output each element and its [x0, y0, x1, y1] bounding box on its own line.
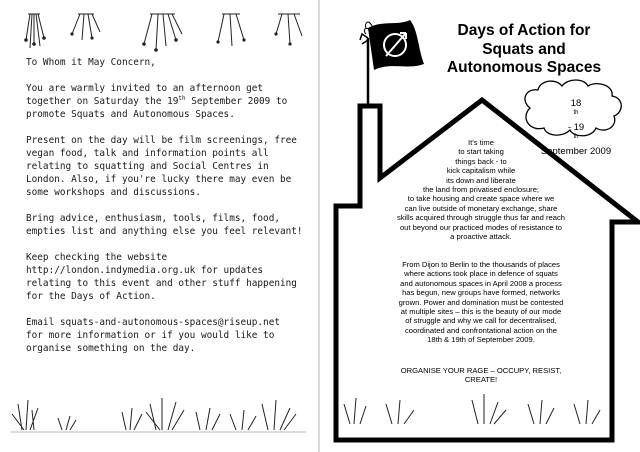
- letter-page: [0, 0, 316, 452]
- grass-tuft-icon: [344, 394, 600, 424]
- call-to-action: ORGANISE YOUR RAGE – OCCUPY, RESIST, CREATE!: [400, 366, 562, 385]
- flyer-title: Days of Action for Squats and Autonomous Spaces: [446, 22, 602, 76]
- manifesto-paragraph-2: From Dijon to Berlin to the thousands of places where actions took place in defence of squats and autonomous spaces in April 2008 a process has begun, new groups have formed, networks grown. Power and domination must be contested at multiple sites – this is the beauty of our mode of struggle and why we call for decentralised, coordinated and confrontational action on the 18th & 19th of September 2009.: [398, 260, 564, 345]
- letter-paragraph-invite: You are warmly invited to an afternoon get together on Saturday the 19th September 2009 to promote Squats and Autonomous Spaces.: [26, 83, 288, 120]
- letter-paragraph-website: Keep checking the website http://london.indymedia.org.uk for updates relating to this event and other stuff happening for the Days of Action.: [26, 252, 297, 302]
- hanging-plant-icon: [26, 14, 302, 50]
- event-date: 18 $^{th}$ - 19 $^{th}$ September 2009: [540, 98, 612, 157]
- letter-paragraph-activities: Present on the day will be film screenings, free vegan food, talk and information points all relating to squatting and Social Centres in London. Also, if you're lucky there may even be some workshops and discussions.: [26, 135, 297, 198]
- manifesto-paragraph-1: It's time to start taking things back - to kick capitalism while its down and liberate the land from privatised enclosure; to take housing and create space where we can live outside of monetary exchange, share skills acquired through struggle thus far and reach out beyond our practiced modes of resistance to a proactive attack.: [396, 138, 565, 242]
- page-fold: [318, 0, 320, 452]
- letter-paragraph-bring: Bring advice, enthusiasm, tools, films, food, empties list and anything else you feel relevant!: [26, 213, 303, 237]
- squatter-symbol-flag-icon: [360, 20, 424, 106]
- salutation: To Whom it May Concern,: [26, 57, 156, 68]
- flyer-page: [322, 0, 640, 452]
- grass-tuft-icon: [10, 398, 306, 432]
- email-link[interactable]: Email squats-and-autonomous-spaces@riseup.net: [26, 317, 280, 328]
- website-link[interactable]: http://london.indymedia.org.uk for updates: [26, 265, 264, 276]
- invitation-letter: [26, 56, 303, 368]
- letter-paragraph-email: Email squats-and-autonomous-spaces@riseup.net for more information or if you would like to organise something on the day.: [26, 316, 298, 355]
